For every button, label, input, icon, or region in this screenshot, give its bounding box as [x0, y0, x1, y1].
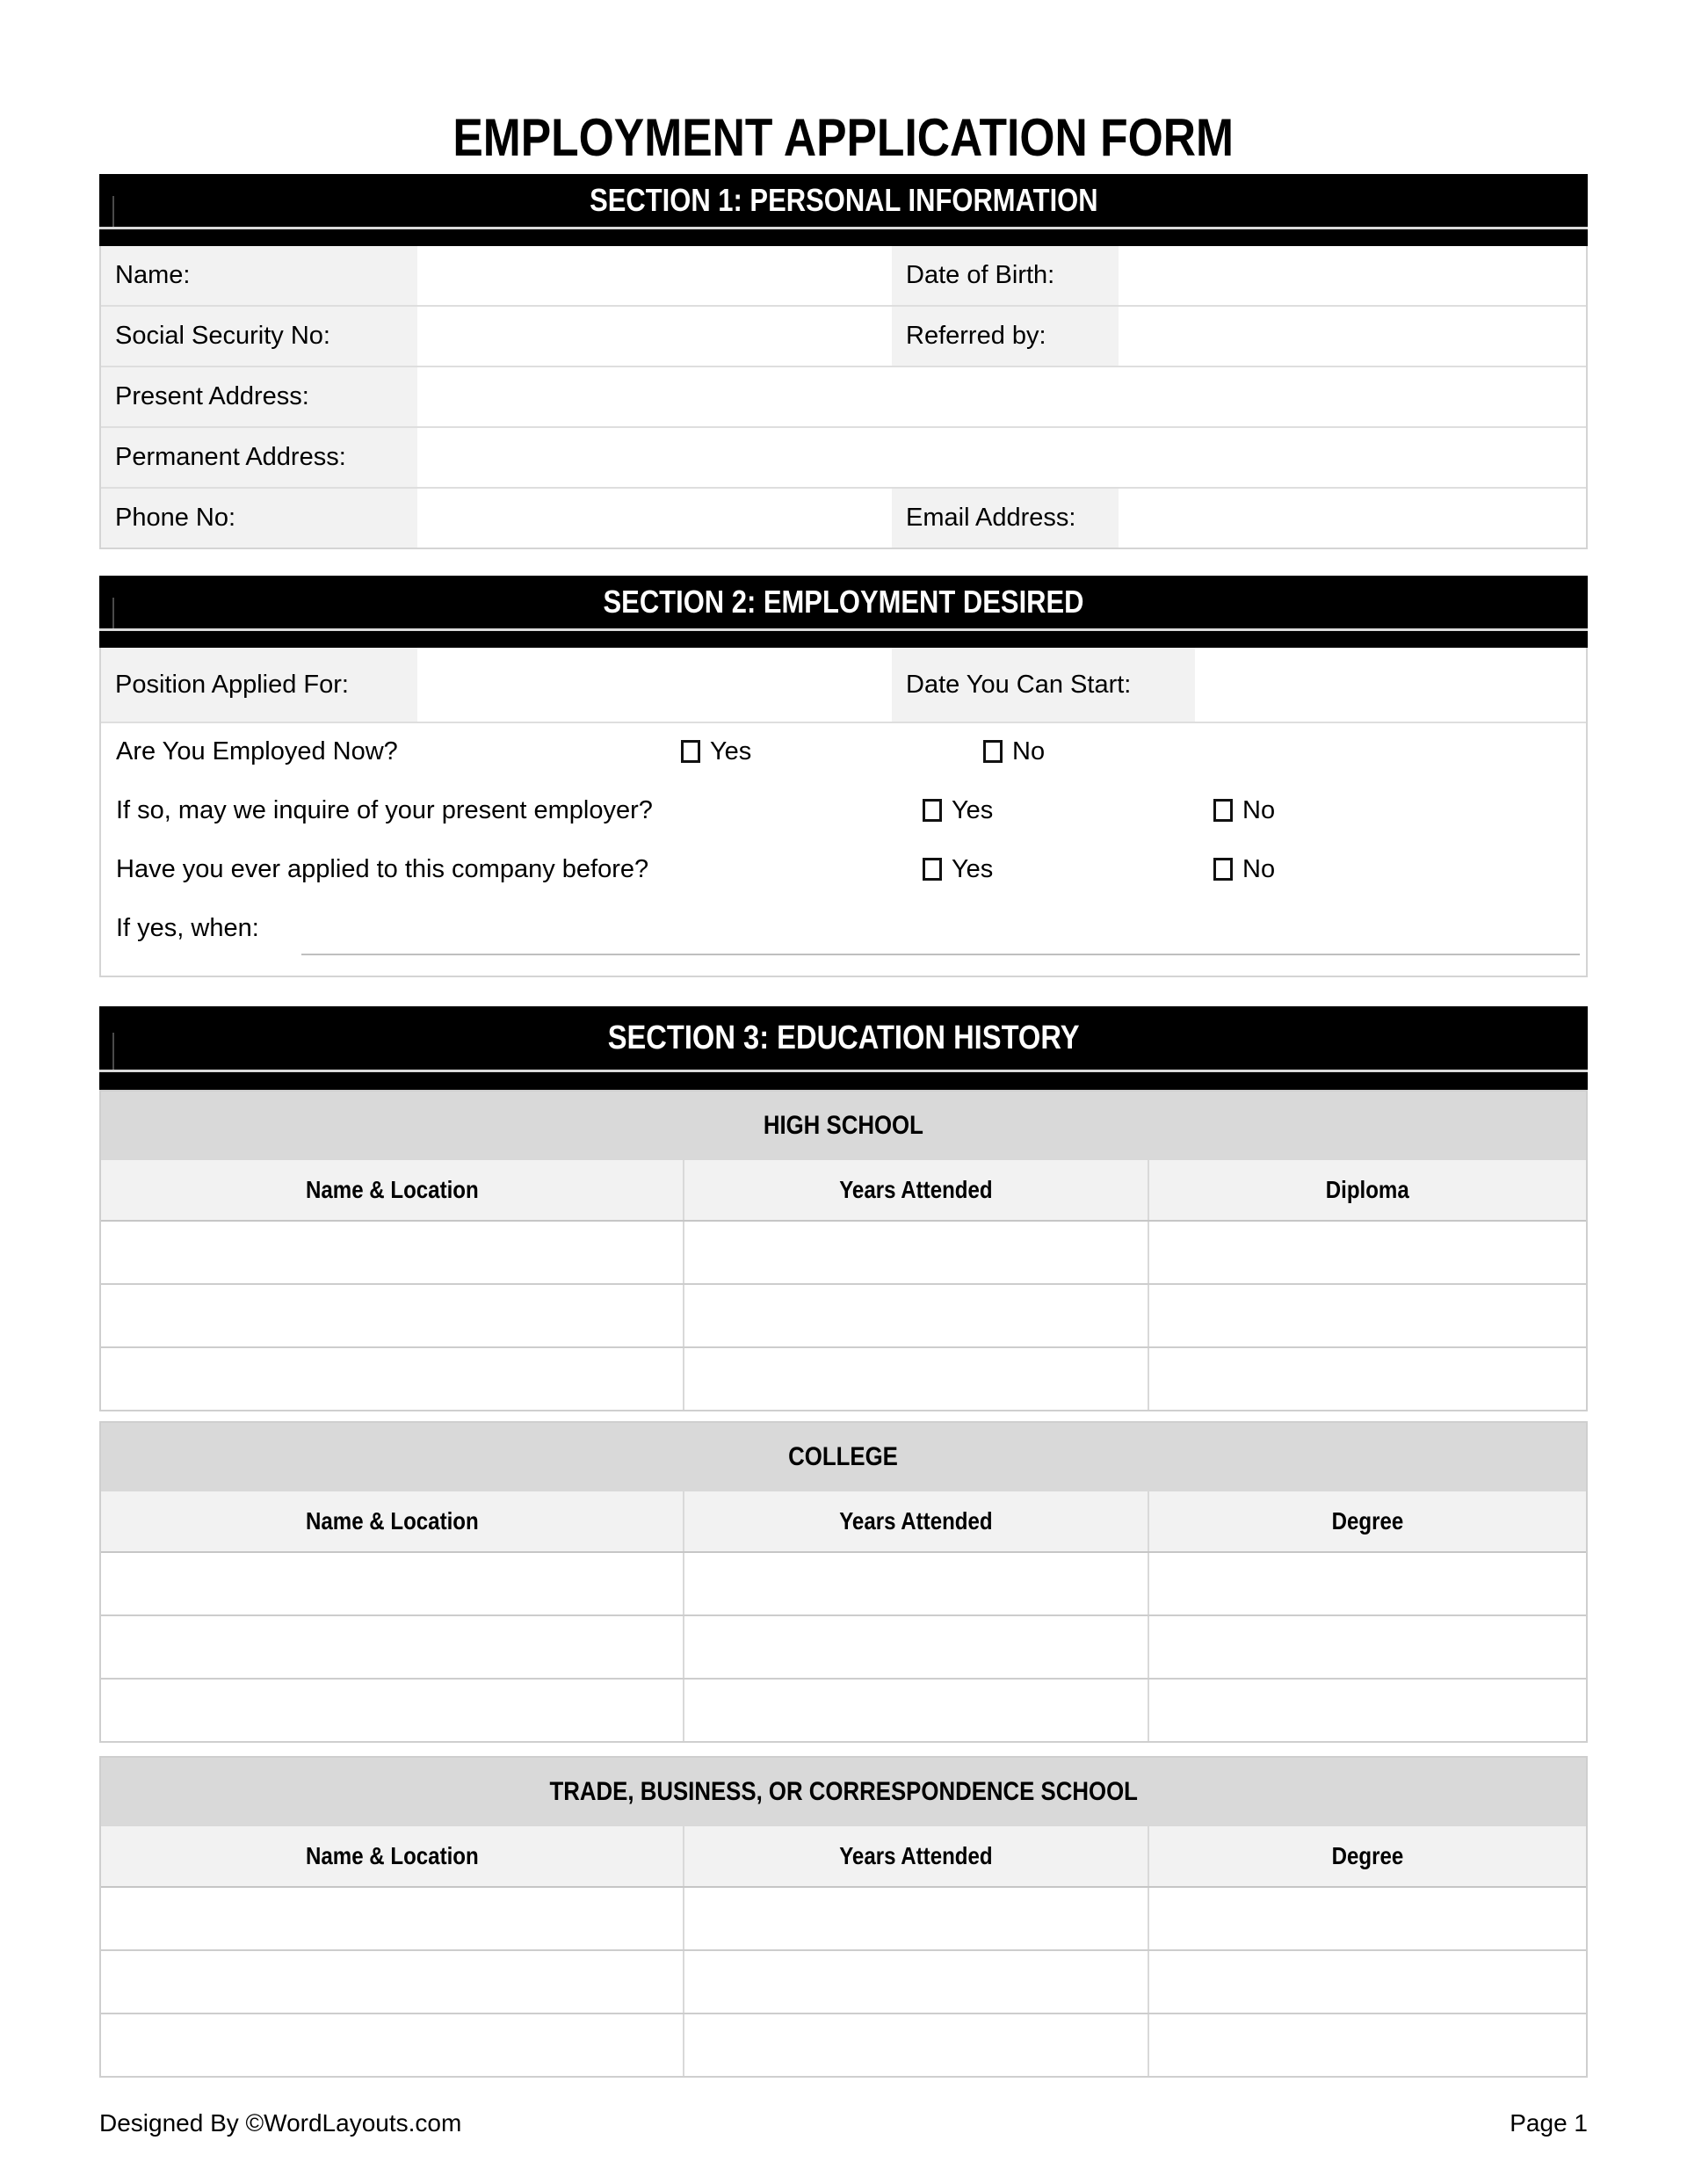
if-yes-input-line[interactable] [301, 954, 1580, 955]
no-label: No [1012, 736, 1046, 765]
section3-header [99, 1006, 1588, 1090]
edu-cell[interactable] [101, 1348, 683, 1410]
page-footer [99, 2109, 1588, 2137]
page-title [99, 107, 1588, 168]
ssn-input[interactable] [417, 307, 892, 366]
question-text: Are You Employed Now? [116, 736, 398, 765]
referred-by-label: Referred by: [892, 307, 1119, 366]
column-header-degree: Degree [1148, 1491, 1586, 1551]
section1-header-bar [99, 174, 1588, 227]
table-row [101, 1949, 1586, 2013]
column-header-years-attended: Years Attended [683, 1160, 1148, 1220]
date-start-label: Date You Can Start: [892, 648, 1195, 722]
trade-school-heading [101, 1758, 1586, 1826]
edu-cell[interactable] [683, 1888, 1148, 1949]
yes-label: Yes [952, 795, 994, 824]
table-row [101, 426, 1586, 487]
date-start-input[interactable] [1195, 648, 1586, 722]
no-option [983, 737, 1045, 766]
table-row [101, 2013, 1586, 2076]
name-input[interactable] [417, 246, 892, 305]
column-header-row [101, 1160, 1586, 1222]
edu-cell[interactable] [101, 1680, 683, 1741]
no-checkbox[interactable] [1213, 858, 1233, 881]
edu-cell[interactable] [101, 1222, 683, 1283]
edu-cell[interactable] [101, 1616, 683, 1678]
column-header-row [101, 1491, 1586, 1553]
edu-cell[interactable] [1148, 1616, 1586, 1678]
yes-label: Yes [952, 854, 994, 883]
page-title-text: EMPLOYMENT APPLICATION FORM [453, 108, 1234, 167]
table-row [101, 305, 1586, 366]
column-header-name-location: Name & Location [305, 1176, 479, 1203]
question-employed-now [101, 736, 1586, 766]
edu-cell[interactable] [1148, 1553, 1586, 1614]
permanent-address-input[interactable] [417, 428, 1586, 487]
position-applied-label: Position Applied For: [101, 648, 417, 722]
section3-header-bar [99, 1006, 1588, 1070]
high-school-heading [101, 1092, 1586, 1160]
table-row [101, 487, 1586, 548]
section1-header [99, 174, 1588, 246]
column-header-years-attended: Years Attended [683, 1491, 1148, 1551]
trade-school-heading-text: TRADE, BUSINESS, OR CORRESPONDENCE SCHOOL [549, 1777, 1138, 1806]
page-number: Page 1 [1510, 2109, 1588, 2137]
yes-option [923, 796, 993, 825]
edu-cell[interactable] [1148, 1285, 1586, 1346]
section3-header-strip [99, 1072, 1588, 1090]
if-yes-when-label: If yes, when: [116, 913, 259, 942]
no-checkbox[interactable] [983, 740, 1003, 763]
table-row [101, 648, 1586, 723]
ssn-label: Social Security No: [101, 307, 417, 366]
column-header-row [101, 1826, 1586, 1888]
edu-cell[interactable] [101, 1285, 683, 1346]
table-row [101, 366, 1586, 426]
edu-cell[interactable] [1148, 1951, 1586, 2013]
yes-checkbox[interactable] [681, 740, 700, 763]
email-input[interactable] [1119, 489, 1586, 548]
yes-option [923, 855, 993, 884]
section2-title: SECTION 2: EMPLOYMENT DESIRED [603, 584, 1084, 620]
no-option [1213, 855, 1275, 884]
table-row [101, 1678, 1586, 1741]
question-inquire-employer [101, 795, 1586, 825]
name-label: Name: [101, 246, 417, 305]
referred-by-input[interactable] [1119, 307, 1586, 366]
present-address-input[interactable] [417, 367, 1586, 426]
column-header-diploma: Diploma [1148, 1160, 1586, 1220]
edu-cell[interactable] [683, 1616, 1148, 1678]
yes-option [681, 737, 751, 766]
position-applied-input[interactable] [417, 648, 892, 722]
table-row [101, 1283, 1586, 1346]
section1-header-strip [99, 229, 1588, 246]
high-school-heading-text: HIGH SCHOOL [763, 1111, 924, 1140]
present-address-label: Present Address: [101, 367, 417, 426]
yes-checkbox[interactable] [923, 858, 942, 881]
footer-credit: Designed By ©WordLayouts.com [99, 2109, 462, 2137]
table-row [101, 1553, 1586, 1614]
edu-cell[interactable] [101, 1951, 683, 2013]
edu-cell[interactable] [101, 2014, 683, 2076]
phone-label: Phone No: [101, 489, 417, 548]
college-heading-text: COLLEGE [788, 1442, 899, 1471]
trade-school-table [99, 1756, 1588, 2078]
edu-cell[interactable] [1148, 1222, 1586, 1283]
section2-header [99, 576, 1588, 648]
column-header-name-location: Name & Location [305, 1507, 479, 1535]
high-school-table [99, 1090, 1588, 1411]
edu-cell[interactable] [683, 1680, 1148, 1741]
date-of-birth-label: Date of Birth: [892, 246, 1119, 305]
date-of-birth-input[interactable] [1119, 246, 1586, 305]
edu-cell[interactable] [101, 1888, 683, 1949]
question-text: Have you ever applied to this company before? [116, 854, 649, 883]
if-yes-when-row [101, 913, 1586, 943]
email-label: Email Address: [892, 489, 1119, 548]
no-option [1213, 796, 1275, 825]
no-checkbox[interactable] [1213, 799, 1233, 822]
column-header-years-attended: Years Attended [683, 1826, 1148, 1886]
table-row [101, 246, 1586, 305]
edu-cell[interactable] [683, 1285, 1148, 1346]
yes-label: Yes [710, 736, 752, 765]
no-label: No [1242, 795, 1276, 824]
section2-header-strip [99, 631, 1588, 648]
question-text: If so, may we inquire of your present employer? [116, 795, 653, 824]
edu-cell[interactable] [1148, 2014, 1586, 2076]
employment-desired-table [99, 648, 1588, 977]
table-row [101, 1614, 1586, 1678]
edu-cell[interactable] [683, 1348, 1148, 1410]
column-header-name-location: Name & Location [305, 1842, 479, 1869]
yes-checkbox[interactable] [923, 799, 942, 822]
table-row [101, 1888, 1586, 1949]
edu-cell[interactable] [683, 2014, 1148, 2076]
section2-header-bar [99, 576, 1588, 628]
edu-cell[interactable] [1148, 1680, 1586, 1741]
edu-cell[interactable] [101, 1553, 683, 1614]
questions-area [101, 723, 1586, 976]
edu-cell[interactable] [1148, 1888, 1586, 1949]
edu-cell[interactable] [1148, 1348, 1586, 1410]
phone-input[interactable] [417, 489, 892, 548]
college-table [99, 1421, 1588, 1743]
section3-title: SECTION 3: EDUCATION HISTORY [607, 1019, 1080, 1056]
table-row [101, 1346, 1586, 1410]
table-row [101, 1222, 1586, 1283]
edu-cell[interactable] [683, 1553, 1148, 1614]
question-applied-before [101, 854, 1586, 884]
edu-cell[interactable] [683, 1222, 1148, 1283]
college-heading [101, 1423, 1586, 1491]
personal-info-table [99, 246, 1588, 549]
column-header-degree: Degree [1148, 1826, 1586, 1886]
section1-title: SECTION 1: PERSONAL INFORMATION [589, 182, 1098, 218]
edu-cell[interactable] [683, 1951, 1148, 2013]
permanent-address-label: Permanent Address: [101, 428, 417, 487]
no-label: No [1242, 854, 1276, 883]
